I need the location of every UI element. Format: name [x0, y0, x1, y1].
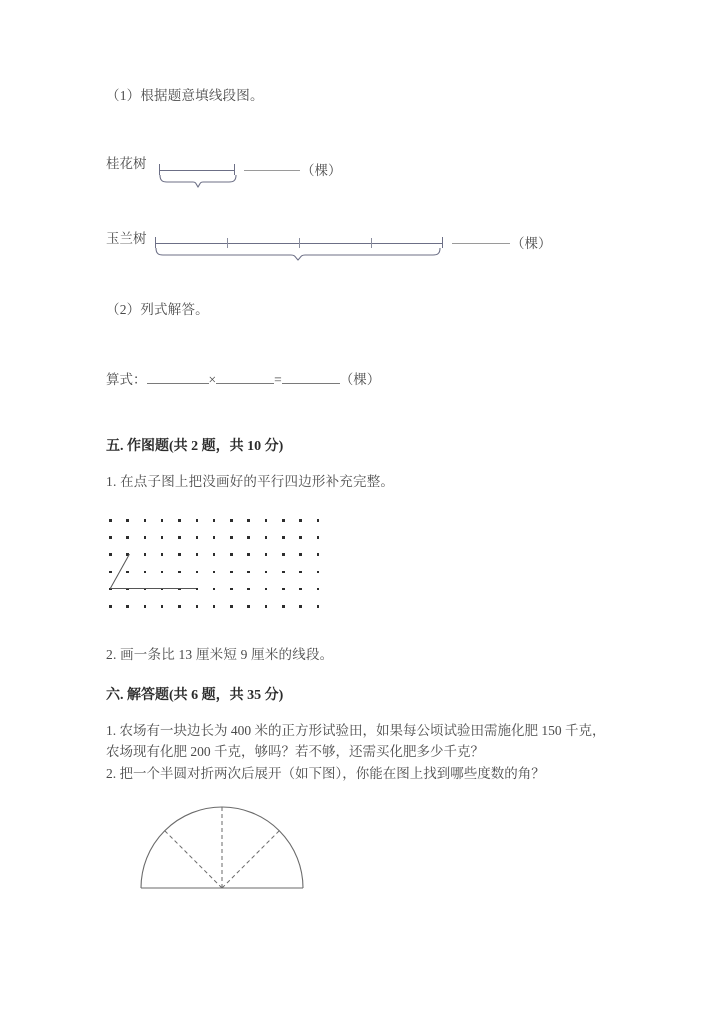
grid-dot	[317, 605, 320, 608]
grid-dot	[196, 605, 199, 608]
grid-dot	[144, 553, 147, 556]
grid-dot	[161, 519, 164, 522]
grid-dot	[230, 571, 233, 574]
grid-dot	[230, 605, 233, 608]
grid-dot	[282, 536, 285, 539]
grid-dot	[126, 536, 129, 539]
segment-brace-guihuashu	[157, 173, 239, 189]
grid-dot	[161, 536, 164, 539]
grid-dot	[178, 519, 181, 522]
grid-dot	[265, 571, 268, 574]
semicircle-radius-135deg	[165, 831, 222, 888]
grid-dot	[109, 605, 112, 608]
formula-label: 算式：	[106, 372, 147, 387]
grid-dot	[282, 553, 285, 556]
formula-blank-3[interactable]	[282, 383, 340, 384]
grid-dot	[196, 536, 199, 539]
segment-label-guihuashu: 桂花树	[106, 156, 147, 171]
grid-dot	[299, 605, 302, 608]
grid-dot	[178, 553, 181, 556]
formula-equals: =	[274, 372, 282, 387]
grid-dot	[109, 571, 112, 574]
grid-dot	[247, 605, 250, 608]
segment-label-yulanshu: 玉兰树	[106, 231, 147, 246]
grid-dot	[317, 536, 320, 539]
grid-dot	[161, 571, 164, 574]
grid-dot	[178, 571, 181, 574]
section-five-item-2: 2. 画一条比 13 厘米短 9 厘米的线段。	[106, 647, 334, 662]
semicircle-figure	[132, 798, 312, 898]
semicircle-arc	[141, 807, 303, 888]
grid-dot	[299, 571, 302, 574]
grid-dot	[317, 553, 320, 556]
grid-dot	[213, 605, 216, 608]
grid-dot	[213, 588, 216, 591]
grid-dot	[178, 536, 181, 539]
question1-part1-prompt: （1）根据题意填线段图。	[106, 88, 264, 103]
section-six-item-1: 1. 农场有一块边长为 400 米的正方形试验田，如果每公顷试验田需施化肥 150 千克，农场现有化肥 200 千克，够吗？若不够，还需买化肥多少千克？	[106, 723, 606, 759]
section-heading-six: 六. 解答题(共 6 题，共 35 分)	[106, 688, 284, 703]
grid-dot	[299, 588, 302, 591]
segment-brace-yulanshu	[153, 246, 447, 263]
grid-dot	[317, 588, 320, 591]
grid-dot	[144, 605, 147, 608]
section-five-item-1: 1. 在点子图上把没画好的平行四边形补充完整。	[106, 474, 395, 489]
grid-dot	[109, 553, 112, 556]
grid-dot	[265, 536, 268, 539]
unit-yulanshu: （棵）	[511, 236, 552, 251]
grid-dot	[282, 588, 285, 591]
unit-guihuashu: （棵）	[301, 163, 342, 178]
answer-blank-guihuashu[interactable]	[244, 170, 300, 171]
figure-horizontal-side	[110, 588, 196, 589]
grid-dot	[213, 553, 216, 556]
grid-dot	[109, 519, 112, 522]
grid-dot	[109, 536, 112, 539]
answer-blank-yulanshu[interactable]	[452, 243, 510, 244]
grid-dot	[265, 588, 268, 591]
grid-dot	[247, 519, 250, 522]
section-six-item-2: 2. 把一个半圆对折两次后展开（如下图），你能在图上找到哪些度数的角？	[106, 766, 545, 781]
grid-dot	[247, 536, 250, 539]
grid-dot	[282, 519, 285, 522]
grid-dot	[265, 605, 268, 608]
grid-dot	[299, 553, 302, 556]
grid-dot	[230, 536, 233, 539]
grid-dot	[178, 605, 181, 608]
grid-dot	[317, 571, 320, 574]
formula-unit: （棵）	[339, 372, 381, 387]
grid-dot	[126, 605, 129, 608]
grid-dot	[144, 571, 147, 574]
grid-dot	[230, 588, 233, 591]
grid-dot	[196, 519, 199, 522]
segment-bar-guihuashu	[159, 170, 235, 171]
grid-dot	[196, 553, 199, 556]
grid-dot	[299, 536, 302, 539]
grid-dot	[196, 571, 199, 574]
grid-dot	[213, 571, 216, 574]
grid-dot	[282, 571, 285, 574]
grid-dot	[230, 519, 233, 522]
grid-dot	[282, 605, 285, 608]
formula-blank-1[interactable]	[147, 383, 209, 384]
grid-dot	[126, 519, 129, 522]
formula-row	[106, 368, 380, 388]
grid-dot	[213, 519, 216, 522]
grid-dot	[247, 553, 250, 556]
grid-dot	[230, 553, 233, 556]
grid-dot	[213, 536, 216, 539]
formula-operator: ×	[208, 372, 217, 387]
grid-dot	[247, 571, 250, 574]
grid-dot	[247, 588, 250, 591]
grid-dot	[265, 519, 268, 522]
grid-dot	[317, 519, 320, 522]
grid-dot	[161, 553, 164, 556]
question1-part2-prompt: （2）列式解答。	[106, 302, 209, 317]
formula-blank-2[interactable]	[216, 383, 274, 384]
grid-dot	[299, 519, 302, 522]
grid-dot	[126, 571, 129, 574]
grid-dot	[161, 605, 164, 608]
grid-dot	[144, 536, 147, 539]
semicircle-radius-45deg	[222, 831, 279, 888]
grid-dot	[265, 553, 268, 556]
grid-dot	[144, 519, 147, 522]
section-heading-five: 五. 作图题(共 2 题，共 10 分)	[106, 439, 284, 454]
